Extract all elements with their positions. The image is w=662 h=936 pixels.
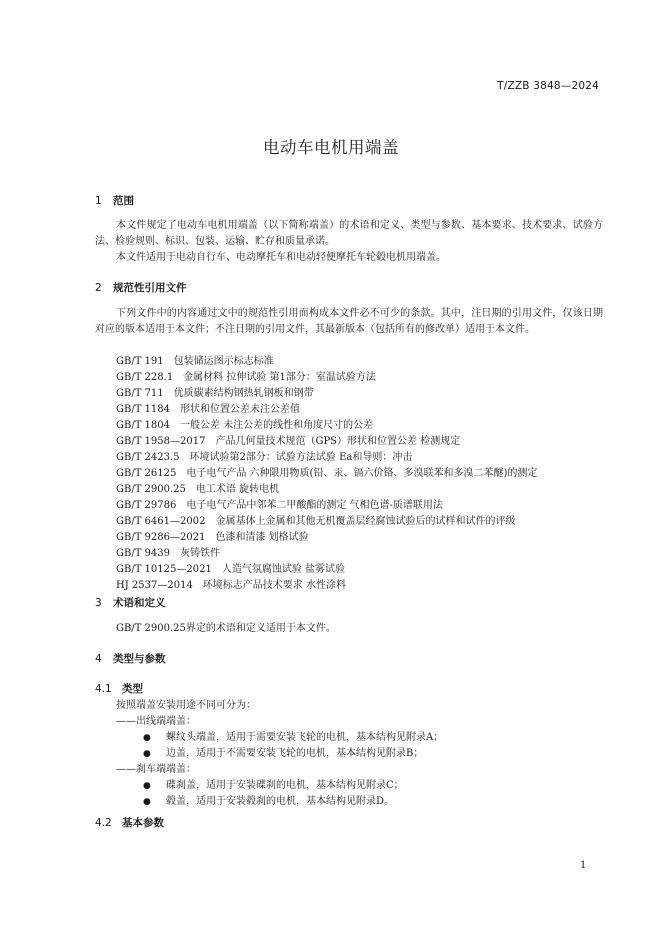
section-3-paragraph: GB/T 2900.25界定的术语和定义适用于本文件。 — [116, 623, 336, 634]
section-1-paragraph-1: 本文件规定了电动车电机用端盖（以下简称端盖）的术语和定义、类型与参数、基本要求、技术要求、试验方法、检验规则、标识、包装、运输、贮存和质量承诺。 — [95, 220, 603, 247]
section-4-1-number: 4.1 — [95, 683, 112, 695]
reference-item: GB/T 6461—2002 金属基体上金属和其他无机覆盖层经腐蚀试验后的试样和试件的评级 — [116, 516, 516, 527]
section-4-title: 类型与参数 — [113, 653, 166, 665]
list-item: 碟刹盖，适用于安装碟刹的电机，基本结构见附录C； — [166, 780, 404, 791]
section-4-2-heading — [95, 815, 164, 830]
section-4-number: 4 — [95, 653, 102, 665]
section-4-heading — [95, 651, 166, 666]
brake-end-cover-group: ——刹车端端盖： — [116, 764, 196, 775]
list-item: 毂盖，适用于安装毂刹的电机，基本结构见附录D。 — [166, 796, 395, 807]
list-item: 螺纹头端盖，适用于需要安装飞轮的电机，基本结构见附录A； — [166, 732, 444, 743]
bullet-icon: ● — [143, 733, 151, 743]
reference-item: GB/T 191 包装储运图示标志标准 — [116, 356, 274, 367]
document-title: 电动车电机用端盖 — [263, 138, 399, 157]
bullet-icon: ● — [143, 749, 151, 759]
reference-item: GB/T 9286—2021 色漆和清漆 划格试验 — [116, 532, 309, 543]
section-2-title: 规范性引用文件 — [113, 282, 187, 294]
reference-item: GB/T 26125 电子电气产品 六种限用物质(铅、汞、镉六价铬、多溴联苯和多溴二苯醚)的测定 — [116, 468, 538, 479]
list-item: 边盖，适用于不需要安装飞轮的电机，基本结构见附录B； — [166, 748, 424, 759]
section-4-2-number: 4.2 — [95, 817, 112, 829]
reference-item: HJ 2537—2014 环境标志产品技术要求 水性涂料 — [116, 580, 346, 591]
section-1-number: 1 — [95, 195, 102, 207]
section-3-title: 术语和定义 — [113, 597, 166, 609]
reference-item: GB/T 2900.25 电工术语 旋转电机 — [116, 484, 280, 495]
reference-item: GB/T 228.1 金属材料 拉伸试验 第1部分：室温试验方法 — [116, 372, 376, 383]
outlet-end-cover-group: ——出线端端盖： — [116, 716, 196, 727]
reference-item: GB/T 2423.5 环境试验第2部分：试验方法试验 Ea和导则：冲击 — [116, 452, 413, 463]
section-1-title: 范围 — [113, 195, 134, 207]
reference-item: GB/T 1184 形状和位置公差未注公差值 — [116, 404, 301, 415]
standard-code: T/ZZB 3848—2024 — [497, 80, 599, 92]
reference-item: GB/T 1804 一般公差 未注公差的线性和角度尺寸的公差 — [116, 420, 374, 431]
reference-item: GB/T 29786 电子电气产品中邻苯二甲酸酯的测定 气相色谱-质谱联用法 — [116, 500, 443, 511]
reference-item: GB/T 711 优质碳素结构钢热轧钢板和钢带 — [116, 388, 314, 399]
bullet-icon: ● — [143, 797, 151, 807]
page-number: 1 — [580, 860, 587, 871]
section-3-heading — [95, 595, 166, 610]
section-3-number: 3 — [95, 597, 102, 609]
reference-item: GB/T 1958—2017 产品几何量技术规范（GPS）形状和位置公差 检测规定 — [116, 436, 461, 447]
section-2-heading — [95, 280, 187, 295]
section-4-1-heading — [95, 681, 143, 696]
section-4-1-title: 类型 — [122, 683, 143, 695]
section-4-2-title: 基本参数 — [122, 817, 164, 829]
types-intro: 按照端盖安装用途不同可分为： — [116, 700, 256, 711]
section-1-heading — [95, 193, 134, 208]
section-1-paragraph-2: 本文件适用于电动自行车、电动摩托车和电动轻便摩托车轮毂电机用端盖。 — [116, 252, 446, 263]
reference-item: GB/T 9439 灰铸铁件 — [116, 548, 221, 559]
section-2-paragraph: 下列文件中的内容通过文中的规范性引用而构成本文件必不可少的条款。其中，注日期的引用文件，仅该日期对应的版本适用于本文件；不注日期的引用文件，其最新版本（包括所有的修改单）适用于本文件。 — [95, 308, 603, 335]
bullet-icon: ● — [143, 781, 151, 791]
section-2-number: 2 — [95, 282, 102, 294]
reference-item: GB/T 10125—2021 人造气氛腐蚀试验 盐雾试验 — [116, 564, 345, 575]
